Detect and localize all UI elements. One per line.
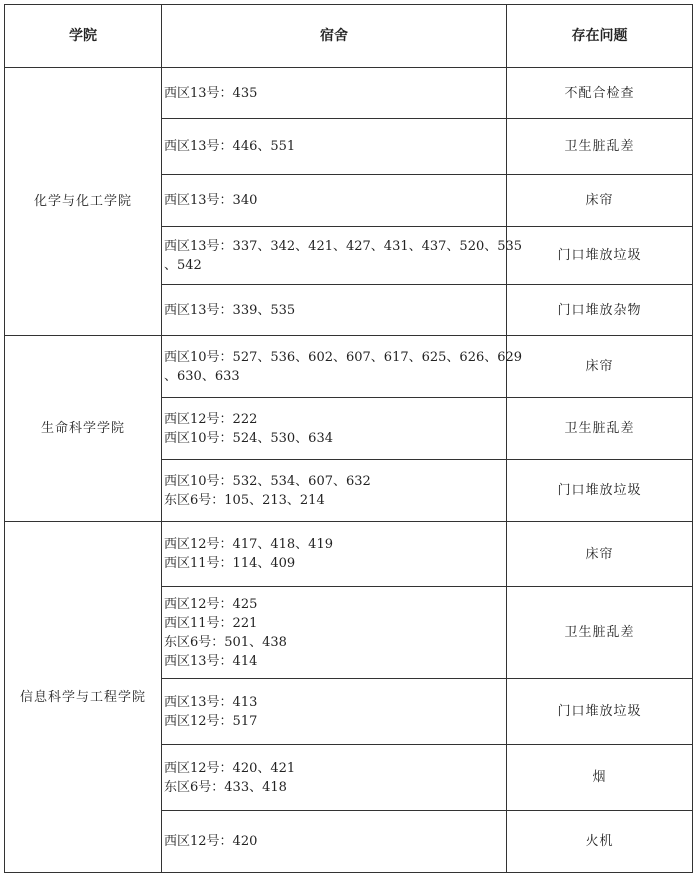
issue-cell: 床帘 <box>507 522 693 587</box>
issue-cell: 床帘 <box>507 336 693 398</box>
dorm-line: 西区13号：414 <box>164 653 258 669</box>
dorm-line: 西区12号：417、418、419 <box>164 537 333 552</box>
issue-cell: 门口堆放垃圾 <box>507 460 693 522</box>
dorm-cell <box>162 227 523 285</box>
dorm-line: 西区12号：517 <box>164 713 258 729</box>
issue-cell: 火机 <box>507 811 693 873</box>
dorm-line: 西区12号：420、421 <box>164 760 296 776</box>
issue-cell: 门口堆放杂物 <box>507 285 693 336</box>
issue-cell: 卫生脏乱差 <box>507 587 693 679</box>
dorm-cell <box>162 679 507 745</box>
dorm-line: 西区10号：532、534、607、632 <box>164 473 371 489</box>
dorm-line: 西区13号：413 <box>164 694 258 710</box>
dorm-cell <box>162 811 507 873</box>
issue-cell: 床帘 <box>507 175 693 227</box>
dorm-cell <box>162 745 507 811</box>
dorm-line: 西区13号：340 <box>164 193 258 208</box>
dorm-line: 西区13号：337、342、421、427、431、437、520、535 <box>164 238 523 254</box>
dorm-line: 西区13号：446、551 <box>164 139 296 154</box>
dorm-line: 西区10号：524、530、634 <box>164 430 333 446</box>
dorm-cell <box>162 285 507 336</box>
header-dorm: 宿舍 <box>162 5 507 68</box>
dorm-cell <box>162 68 507 119</box>
dorm-cell <box>162 119 507 175</box>
dorm-line: 西区12号：425 <box>164 596 258 612</box>
issue-cell: 门口堆放垃圾 <box>507 679 693 745</box>
dorm-cell <box>162 175 507 227</box>
dorm-cell <box>162 398 507 460</box>
dorm-cell <box>162 336 523 398</box>
issue-cell: 烟 <box>507 745 693 811</box>
issue-cell: 卫生脏乱差 <box>507 119 693 175</box>
table-row <box>5 522 693 587</box>
dorm-line: 西区13号：435 <box>164 85 258 101</box>
dorm-line: 西区13号：339、535 <box>164 302 296 318</box>
issue-cell: 不配合检查 <box>507 68 693 119</box>
dorm-line: 、542 <box>164 257 202 273</box>
dorm-line: 东区6号：501、438 <box>164 634 287 650</box>
header-row <box>5 5 693 68</box>
dorm-line: 东区6号：433、418 <box>164 779 287 795</box>
table-row <box>5 68 693 119</box>
college-cell: 生命科学学院 <box>5 336 162 522</box>
dorm-line: 西区10号：527、536、602、607、617、625、626、629 <box>164 349 523 365</box>
table-row <box>5 336 693 398</box>
college-cell: 信息科学与工程学院 <box>5 522 162 873</box>
dorm-line: 西区11号：114、409 <box>164 556 296 571</box>
dorm-line: 东区6号：105、213、214 <box>164 492 325 508</box>
dorm-line: 、630、633 <box>164 368 240 384</box>
issue-cell: 卫生脏乱差 <box>507 398 693 460</box>
header-issue: 存在问题 <box>507 5 693 68</box>
dorm-inspection-table <box>4 4 693 873</box>
dorm-line: 西区12号：420 <box>164 834 258 849</box>
college-cell: 化学与化工学院 <box>5 68 162 336</box>
dorm-cell <box>162 460 507 522</box>
dorm-cell <box>162 522 507 587</box>
issue-cell: 门口堆放垃圾 <box>507 227 693 285</box>
dorm-cell <box>162 587 507 679</box>
dorm-line: 西区11号：221 <box>164 615 258 631</box>
dorm-line: 西区12号：222 <box>164 411 258 427</box>
header-college: 学院 <box>5 5 162 68</box>
